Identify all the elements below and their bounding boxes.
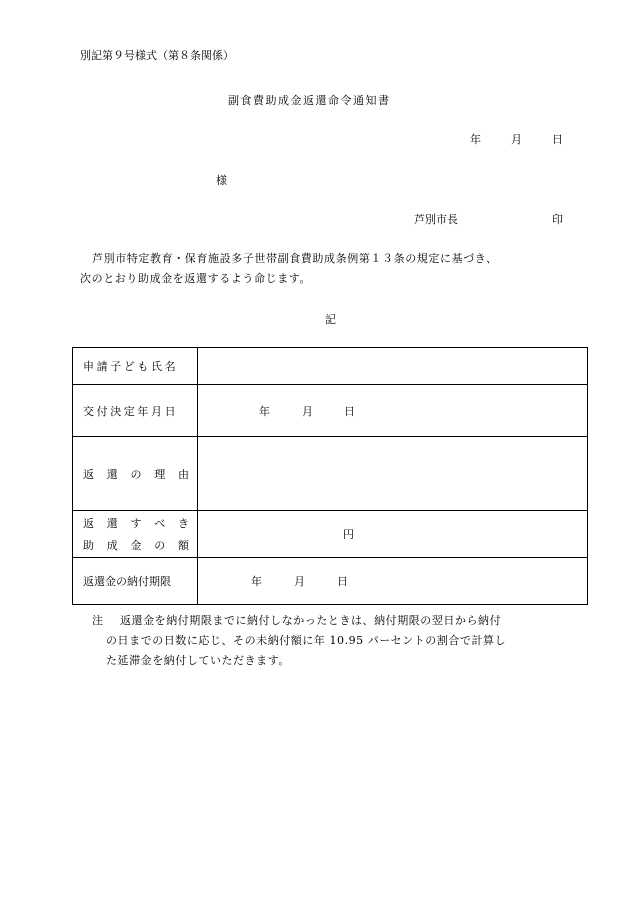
yen-unit: 円 bbox=[343, 528, 354, 541]
child-name-label: 申請子ども氏名 bbox=[73, 348, 198, 385]
row-reason bbox=[73, 437, 588, 511]
deadline-month: 月 bbox=[294, 575, 305, 588]
note-line-2: の日までの日数に応じ、その未納付額に年 10.95 パーセントの割合で計算し bbox=[106, 634, 507, 647]
note-marker: 注 bbox=[92, 614, 103, 627]
deadline-value bbox=[198, 558, 588, 605]
deadline-label: 返還金の納付期限 bbox=[73, 558, 198, 605]
decision-date-value bbox=[198, 385, 588, 437]
decision-date-label: 交付決定年月日 bbox=[73, 385, 198, 437]
date-month: 月 bbox=[511, 133, 522, 146]
row-amount bbox=[73, 511, 588, 558]
reason-value bbox=[198, 437, 588, 511]
ki-label: 記 bbox=[325, 313, 336, 326]
reason-label: 返 還 の 理 由 bbox=[73, 437, 198, 511]
amount-value bbox=[198, 511, 588, 558]
document-title: 副食費助成金返還命令通知書 bbox=[228, 94, 391, 107]
row-decision-date bbox=[73, 385, 588, 437]
date-year: 年 bbox=[470, 133, 481, 146]
decision-month: 月 bbox=[302, 404, 313, 418]
issuer-name: 芦別市長 bbox=[414, 213, 458, 226]
deadline-year: 年 bbox=[251, 575, 262, 588]
row-deadline bbox=[73, 558, 588, 605]
row-child-name bbox=[73, 348, 588, 385]
addressee-suffix: 様 bbox=[216, 174, 227, 187]
form-id: 別記第９号様式（第８条関係） bbox=[80, 49, 234, 62]
body-line-1: 芦別市特定教育・保育施設多子世帯副食費助成条例第１３条の規定に基づき、 bbox=[92, 252, 498, 265]
note-line-3: た延滞金を納付していただきます。 bbox=[106, 654, 290, 667]
body-line-2: 次のとおり助成金を返還するよう命じます。 bbox=[80, 272, 312, 285]
return-details-table bbox=[72, 347, 588, 605]
decision-year: 年 bbox=[259, 404, 270, 418]
amount-label: 返 還 す べ き 助 成 金 の 額 bbox=[73, 511, 198, 558]
seal-mark: 印 bbox=[552, 213, 563, 226]
note-line-1: 返還金を納付期限までに納付しなかったときは、納付期限の翌日から納付 bbox=[120, 614, 502, 627]
date-day: 日 bbox=[552, 133, 563, 146]
child-name-value bbox=[198, 348, 588, 385]
deadline-day: 日 bbox=[337, 575, 348, 588]
decision-day: 日 bbox=[344, 404, 355, 418]
